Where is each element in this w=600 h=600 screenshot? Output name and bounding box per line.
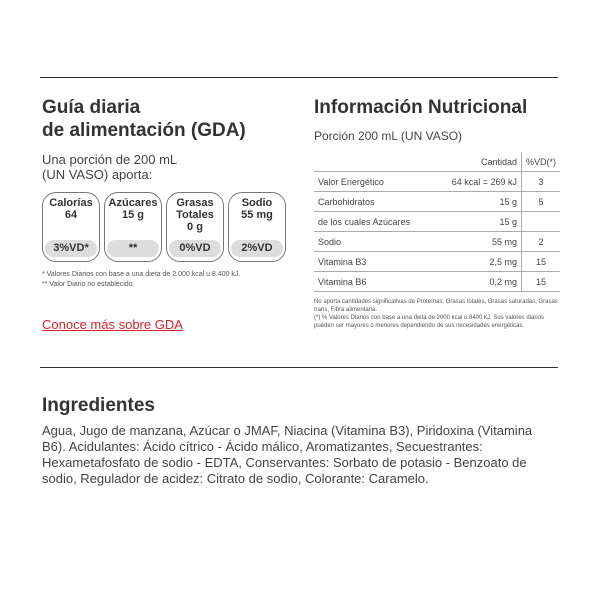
ingredients-title: Ingredientes [42,395,155,416]
nutrient-quantity: 2,5 mg [433,252,521,272]
gda-card-percent: 0%VD [169,240,221,257]
nutrient-name: de los cuales Azúcares [314,212,433,232]
header-quantity: Cantidad [433,152,521,172]
card-line: 55 mg [241,209,273,221]
gda-title-line1: Guía diaria [42,97,141,118]
table-row [314,272,560,292]
gda-cards [42,192,286,262]
nutrient-vd: 2 [521,232,560,252]
card-line: 0 g [187,221,203,233]
ingredients-text: Agua, Jugo de manzana, Azúcar o JMAF, Niacina (Vitamina B3), Piridoxina (Vitamina B6). Acidulantes: Ácido cítrico - Ácido málico, Aromatizantes, Secuestrantes: Hexametafosfato de sodio - EDTA, Conservantes: Sorbato de potasio - Benzoato de sodio, Regulador de acidez: Citrato de sodio, Colorante: Caramelo. [42,423,533,486]
nutrient-vd: 5 [521,192,560,212]
gda-card [166,192,224,262]
portion-line2: (UN VASO) aporta: [42,167,153,182]
gda-card-text [176,197,214,233]
nutrient-vd [521,212,560,232]
nutrient-vd: 15 [521,272,560,292]
portion-line1: Una porción de 200 mL [42,152,178,167]
gda-card-text [49,197,92,221]
nutrient-name: Vitamina B6 [314,272,433,292]
nutrition-portion: Porción 200 mL (UN VASO) [314,129,463,143]
gda-title-line2: de alimentación (GDA) [42,120,246,141]
table-row [314,232,560,252]
gda-portion [42,152,286,182]
gda-title [42,96,286,142]
nutrition-section [314,96,560,330]
gda-card-text [109,197,158,221]
nutrient-quantity: 0,2 mg [433,272,521,292]
nutrient-quantity: 15 g [433,212,521,232]
nutrient-name: Vitamina B3 [314,252,433,272]
nutrient-vd: 3 [521,172,560,192]
card-line: 15 g [121,209,144,221]
table-row [314,212,560,232]
nutrient-name: Valor Energético [314,172,433,192]
middle-divider [40,367,558,368]
nutrient-name: Sodio [314,232,433,252]
gda-card [228,192,286,262]
card-line: Sodio [241,197,273,209]
nutrition-table [314,152,560,292]
gda-section [42,96,286,334]
card-line: Grasas [176,197,214,209]
nutrient-quantity: 55 mg [433,232,521,252]
top-divider [40,77,558,78]
card-line: Calorías [49,197,93,209]
nutrient-quantity: 15 g [433,192,521,212]
ingredients-section [42,394,542,487]
gda-card [104,192,162,262]
learn-more-gda-link[interactable]: Conoce más sobre GDA [42,317,183,332]
table-row [314,252,560,272]
nutrient-vd: 15 [521,252,560,272]
header-vd: %VD(*) [521,152,560,172]
gda-card-percent: 3%VD* [45,240,97,257]
gda-note-1: * Valores Diarios con base a una dieta de 2.000 kcal u 8.400 kJ. [42,271,241,278]
nutrition-title: Información Nutricional [314,97,528,118]
gda-card [42,192,100,262]
gda-card-percent: 2%VD [231,240,283,257]
table-row [314,192,560,212]
gda-card-percent: ** [107,240,159,257]
nutrition-footnote-1: No aporta cantidades significativas de Proteínas, Grasas totales, Grasas saturadas, Grasas trans, Fibra alimentaria. [314,299,558,313]
nutrition-footnote-2: (*) % Valores Diarios con base a una dieta de 2000 kcal u 8400 kJ. Sus valores diarios pueden ser mayores o menores dependiendo de sus necesidades energéticas. [314,315,545,329]
gda-card-text [241,197,273,221]
table-row [314,172,560,192]
card-line: Totales [176,209,214,221]
card-line: Azúcares [108,197,158,209]
card-line: 64 [64,209,78,221]
nutrient-quantity: 64 kcal = 269 kJ [433,172,521,192]
gda-note-2: ** Valor Diario no establecido. [42,281,135,288]
nutrient-name: Carbohidratos [314,192,433,212]
